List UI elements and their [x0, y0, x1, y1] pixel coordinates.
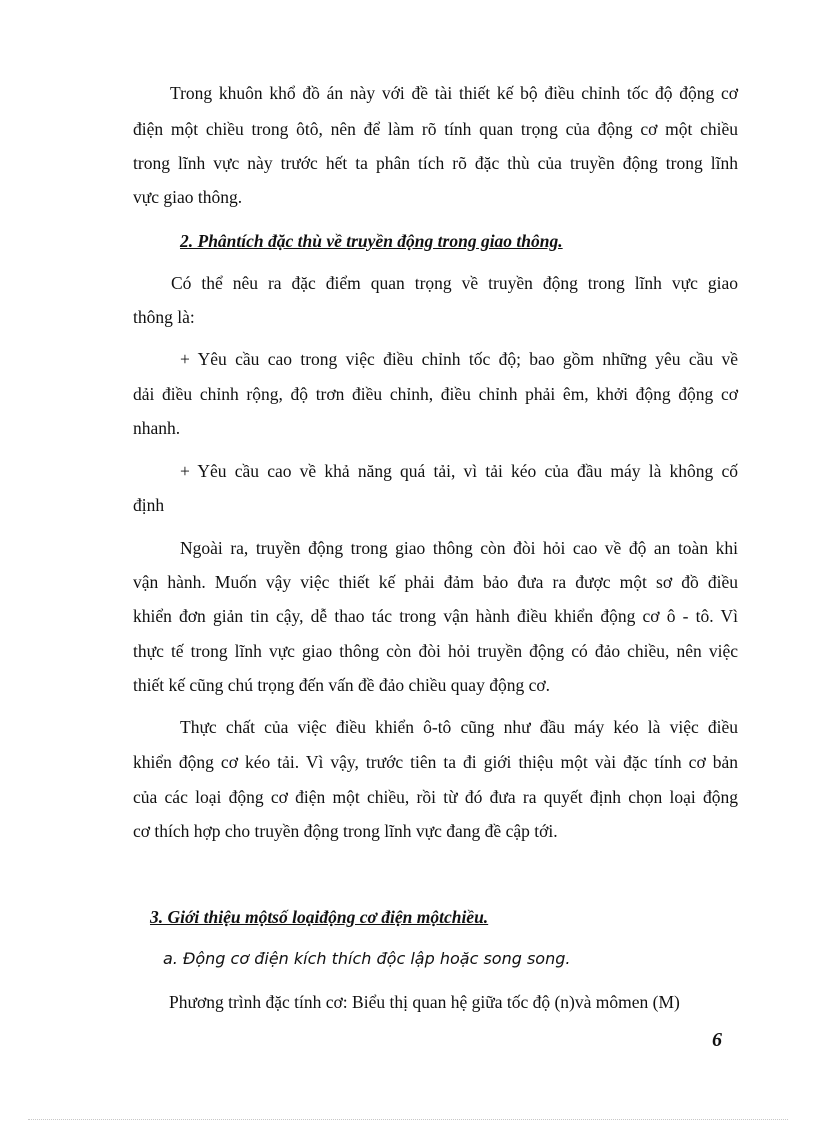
footer-divider [28, 1119, 788, 1120]
intro-line-3: trong lĩnh vực này trước hết ta phân tích rõ đặc thù của truyền động trong lĩnh [133, 153, 738, 173]
section2-heading: 2. Phântích đặc thù về truyền động trong giao thông. [180, 231, 563, 251]
subsection-a-heading: a. Động cơ điện kích thích độc lập hoặc song song. [163, 949, 571, 968]
essence-line-2: khiển động cơ kéo tải. Vì vậy, trước tiên ta đi giới thiệu một vài đặc tính cơ bản [133, 752, 738, 772]
section2-intro-line-1: Có thể nêu ra đặc điểm quan trọng về truyền động trong lĩnh vực giao [171, 273, 738, 293]
intro-line-1: Trong khuôn khổ đồ án này với đề tài thiết kế bộ điều chỉnh tốc độ động cơ [170, 83, 738, 103]
essence-line-3: của các loại động cơ điện một chiều, rồi từ đó đưa ra quyết định chọn loại động [133, 787, 738, 807]
safety-line-5: thiết kế cũng chú trọng đến vấn đề đảo chiều quay động cơ. [133, 675, 550, 695]
section3-heading: 3. Giới thiệu mộtsố loạiđộng cơ điện mộtchiều. [150, 907, 489, 927]
essence-line-4: cơ thích hợp cho truyền động trong lĩnh vực đang đề cập tới. [133, 821, 558, 841]
intro-line-2: điện một chiều trong ôtô, nên để làm rõ tính quan trọng của động cơ một chiều [133, 119, 738, 139]
safety-line-2: vận hành. Muốn vậy việc thiết kế phải đảm bảo đưa ra được một sơ đồ điều [133, 572, 738, 592]
essence-line-1: Thực chất của việc điều khiển ô-tô cũng như đầu máy kéo là việc điều [180, 717, 738, 737]
req2-line-2: định [133, 495, 165, 515]
intro-line-4: vực giao thông. [133, 187, 243, 207]
safety-line-4: thực tế trong lĩnh vực giao thông còn đòi hỏi truyền động có đảo chiều, nên việc [133, 641, 738, 661]
equation-line: Phương trình đặc tính cơ: Biểu thị quan hệ giữa tốc độ (n)và mômen (M) [169, 992, 680, 1012]
page-number: 6 [712, 1029, 722, 1051]
req1-line-2: dải điều chỉnh rộng, độ trơn điều chỉnh, điều chỉnh phải êm, khởi động động cơ [133, 384, 738, 404]
req1-line-3: nhanh. [133, 418, 181, 438]
req2-line-1: + Yêu cầu cao về khả năng quá tải, vì tải kéo của đầu máy là không cố [180, 461, 738, 481]
req1-line-1: + Yêu cầu cao trong việc điều chỉnh tốc độ; bao gồm những yêu cầu về [180, 349, 738, 369]
safety-line-3: khiển đơn giản tin cậy, dễ thao tác trong vận hành điều khiển động cơ ô - tô. Vì [133, 606, 738, 626]
section2-intro-line-2: thông là: [133, 307, 195, 327]
safety-line-1: Ngoài ra, truyền động trong giao thông còn đòi hỏi cao về độ an toàn khi [180, 538, 738, 558]
